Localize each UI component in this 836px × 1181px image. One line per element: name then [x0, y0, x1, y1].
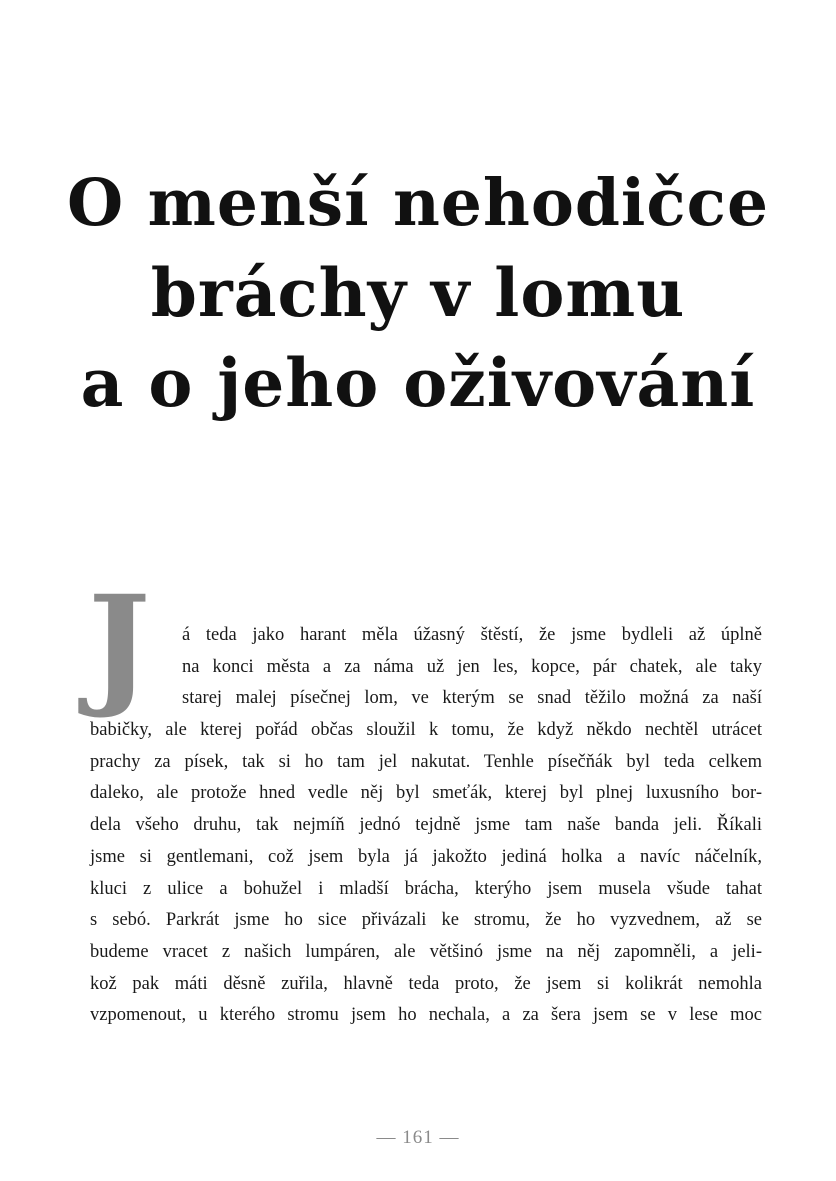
text-line: prachy za písek, tak si ho tam jel nakutat. Tenhle písečňák byl teda celkem [90, 751, 762, 772]
drop-cap: J [88, 567, 151, 722]
chapter-title [60, 158, 776, 428]
text-line: s sebó. Parkrát jsme ho sice přivázali ke stromu, že ho vyzvednem, až se [90, 910, 762, 931]
chapter-title-line: O menší nehodičce [67, 165, 769, 241]
text-line: kož pak máti děsně zuřila, hlavně teda proto, že jsem si kolikrát nemohla [90, 973, 762, 994]
text-line: budeme vracet z našich lumpáren, ale většinó jsme na něj zapomněli, a jeli- [90, 941, 762, 962]
text-line: dela všeho druhu, tak nejmíň jednó tejdně jsme tam naše banda jeli. Říkali [90, 815, 762, 836]
text-line: kluci z ulice a bohužel i mladší brácha, kterýho jsem musela všude tahat [90, 878, 762, 899]
text-line: á teda jako harant měla úžasný štěstí, že jsme bydleli až úplně [182, 625, 762, 645]
text-line: vzpomenout, u kterého stromu jsem ho nechala, a za šera jsem se v lese moc [90, 1005, 762, 1026]
text-line: jsme si gentlemani, což jsem byla já jakožto jediná holka a navíc náčelník, [90, 846, 762, 867]
text-line: na konci města a za náma už jen les, kopce, pár chatek, ale taky [182, 656, 762, 677]
text-line: daleko, ale protože hned vedle něj byl smeťák, kterej byl plnej luxusního bor- [90, 783, 762, 804]
page-number: — 161 — [376, 1127, 460, 1148]
text-line: starej malej písečnej lom, ve kterým se snad těžilo možná za naší [182, 688, 762, 709]
chapter-title-line: bráchy v lomu [150, 254, 686, 332]
chapter-title-line: a o jeho oživování [80, 344, 756, 422]
text-line: babičky, ale kterej pořád občas sloužil k tomu, že když někdo nechtěl utrácet [90, 720, 762, 741]
body-text [90, 620, 762, 1032]
